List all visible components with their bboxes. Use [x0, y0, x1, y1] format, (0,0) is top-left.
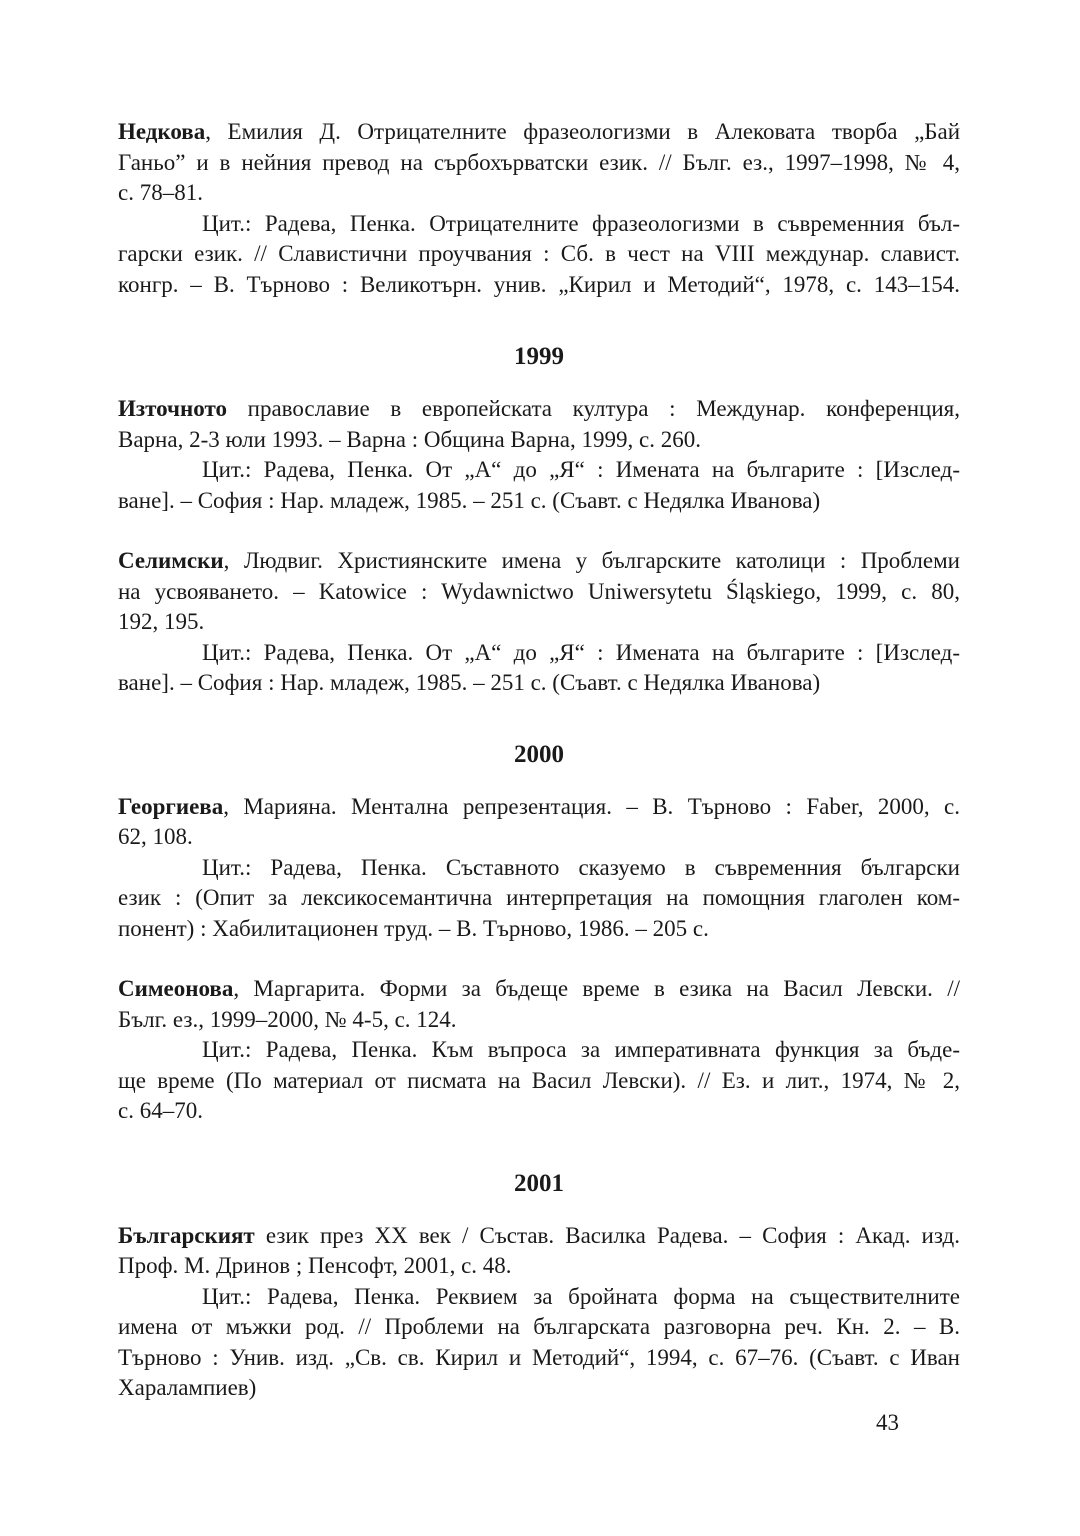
- citation-line: Цит.: Радева, Пенка. От „А“ до „Я“ : Имената на българите : [Изслед-: [202, 457, 960, 482]
- entry-line: 62, 108.: [118, 824, 193, 849]
- entry-line: Георгиева, Марияна. Ментална репрезентация. – В. Търново : Faber, 2000, с.: [118, 793, 960, 819]
- citation-line: конгр. – В. Търново : Великотърн. унив. „Кирил и Методий“, 1978, с. 143–154.: [118, 271, 960, 297]
- entry-line: Недкова, Емилия Д. Отрицателните фразеологизми в Алековата творба „Бай: [118, 119, 960, 144]
- entry-line: на усвояването. – Katowice : Wydawnictwo Uniwersytetu Śląskiego, 1999, с. 80,: [118, 578, 960, 604]
- entry-author: Източното: [118, 396, 227, 421]
- citation-line: ще време (По материал от писмата на Васил Левски). // Ез. и лит., 1974, № 2,: [118, 1067, 960, 1093]
- citation-line: имена от мъжки род. // Проблеми на българската разговорна реч. Кн. 2. – В.: [118, 1314, 960, 1339]
- entry-line: Българският език през ХХ век / Състав. Василка Радева. – София : Акад. изд.: [118, 1222, 960, 1248]
- entry-line: Селимски, Людвиг. Християнските имена у българските католици : Проблеми: [118, 548, 960, 573]
- entry-author: Георгиева: [118, 793, 224, 819]
- citation-line: с. 64–70.: [118, 1098, 203, 1123]
- entry-line: Симеонова, Маргарита. Форми за бъдеще време в езика на Васил Левски. //: [118, 976, 960, 1001]
- citation-line: Цит.: Радева, Пенка. Реквием за бройната форма на съществителните: [202, 1283, 960, 1309]
- entry-author: Българският: [118, 1222, 255, 1248]
- bibliography-entry-simeonova: [118, 974, 960, 1127]
- citation-line: Цит.: Радева, Пенка. От „А“ до „Я“ : Имената на българите : [Изслед-: [202, 639, 960, 665]
- entry-author: Селимски: [118, 548, 224, 573]
- entry-line: Бълг. ез., 1999–2000, № 4-5, с. 124.: [118, 1006, 457, 1032]
- year-heading-2000: 2000: [514, 740, 564, 768]
- bibliography-entry-selimski: [118, 546, 960, 699]
- bibliography-entry-iztochnoto: [118, 394, 960, 516]
- entry-line: Проф. М. Дринов ; Пенсофт, 2001, с. 48.: [118, 1253, 512, 1278]
- citation-line: Търново : Унив. изд. „Св. св. Кирил и Методий“, 1994, с. 67–76. (Съавт. с Иван: [118, 1344, 960, 1370]
- citation-line: Харалампиев): [118, 1375, 257, 1400]
- citation-line: Цит.: Радева, Пенка. Съставното сказуемо в съвременния български: [202, 854, 960, 880]
- citation-line: Цит.: Радева, Пенка. Отрицателните фразеологизми в съвременния бъл-: [202, 210, 960, 236]
- year-heading-1999: 1999: [514, 343, 564, 370]
- entry-line: с. 78–81.: [118, 180, 203, 205]
- entry-author: Недкова: [118, 119, 206, 144]
- citation-line: понент) : Хабилитационен труд. – В. Търново, 1986. – 205 с.: [118, 915, 709, 941]
- year-heading-2001: 2001: [514, 1169, 564, 1197]
- bibliography-entry-nedkova: [118, 117, 960, 300]
- page-number: 43: [876, 1410, 899, 1435]
- citation-line: ване]. – София : Нар. младеж, 1985. – 251 с. (Съавт. с Недялка Иванова): [118, 670, 821, 695]
- citation-line: език : (Опит за лексикосемантична интерпретация на помощния глаголен ком-: [118, 885, 960, 910]
- entry-line: Източното православие в европейската култура : Междунар. конференция,: [118, 396, 960, 421]
- entry-line: Ганьо” и в нейния превод на сърбохърватски език. // Бълг. ез., 1997–1998, № 4,: [118, 149, 960, 175]
- entry-line: 192, 195.: [118, 609, 205, 634]
- entry-line: Варна, 2-3 юли 1993. – Варна : Община Варна, 1999, с. 260.: [118, 426, 701, 452]
- page-body: [118, 117, 960, 1404]
- entry-author: Симеонова: [118, 976, 234, 1001]
- citation-line: ване]. – София : Нар. младеж, 1985. – 251 с. (Съавт. с Недялка Иванова): [118, 487, 821, 513]
- bibliography-entry-georgieva: [118, 792, 960, 945]
- bibliography-entry-balgarskiyat: [118, 1221, 960, 1404]
- citation-line: гарски език. // Славистични проучвания : Сб. в чест на VIII междунар. славист.: [118, 241, 960, 266]
- citation-line: Цит.: Радева, Пенка. Към въпроса за императивната функция за бъде-: [202, 1037, 960, 1062]
